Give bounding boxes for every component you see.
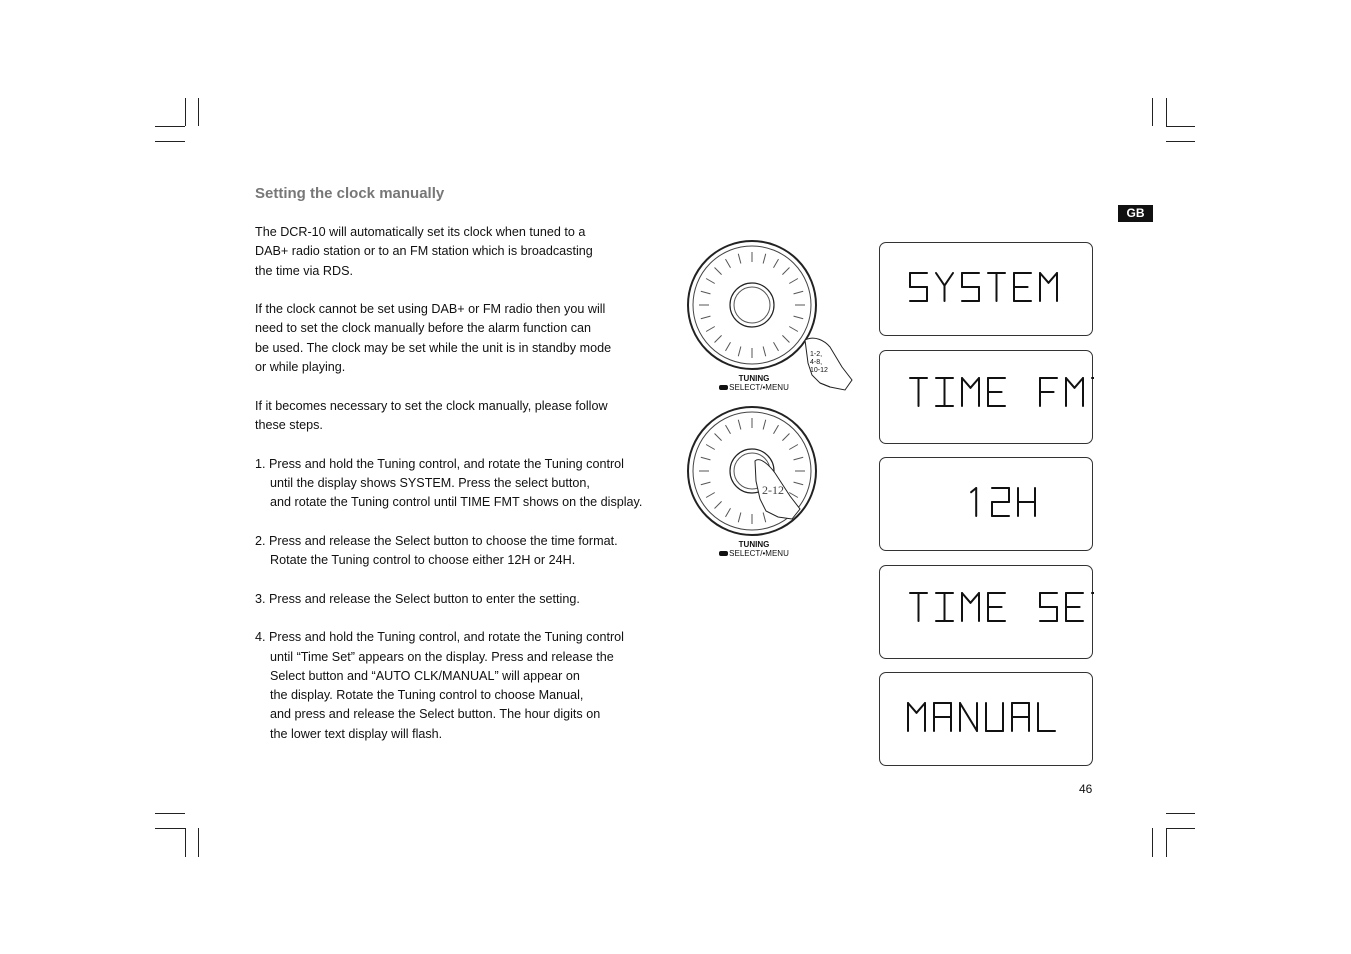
knob-tick (782, 434, 789, 441)
knob-tick (782, 268, 789, 275)
crop-mark (1166, 813, 1195, 814)
knob-tick (782, 335, 789, 342)
callout-text: 1-2, (810, 351, 823, 358)
knob-tick (715, 434, 722, 441)
crop-mark (198, 828, 199, 857)
text-line: or while playing. (255, 360, 346, 375)
knob-tick (726, 425, 731, 434)
text-line: these steps. (255, 417, 323, 432)
knob-tick (706, 279, 715, 284)
select-icon (719, 551, 728, 556)
knob-tick (763, 254, 766, 264)
lcd-character (986, 703, 1003, 731)
page-number: 46 (1079, 782, 1093, 796)
knob-tick (774, 425, 779, 434)
tuning-knob-illustration (680, 235, 860, 395)
knob-tick (738, 347, 741, 357)
knob-tick (715, 268, 722, 275)
lcd-character (988, 593, 1005, 621)
callout-text: 4-8, (810, 359, 823, 366)
lcd-character (1066, 378, 1083, 406)
knob-tick (789, 279, 798, 284)
text-line: until “Time Set” appears on the display. Press and release the (270, 649, 614, 664)
crop-mark (185, 828, 186, 857)
lcd-display (879, 242, 1093, 336)
section-heading: Setting the clock manually (255, 185, 445, 202)
knob-tick (774, 259, 779, 268)
tuning-label: TUNING (738, 540, 770, 549)
lcd-character (960, 703, 977, 731)
lcd-character (936, 593, 953, 621)
text-line: 2. Press and release the Select button to choose the time format. (255, 533, 618, 548)
knob-tick (726, 259, 731, 268)
knob-tick (738, 513, 741, 523)
lcd-character (992, 488, 1009, 516)
callout-text: 10-12 (810, 367, 828, 374)
lcd-display (879, 457, 1093, 551)
text-line: Rotate the Tuning control to choose either 12H or 24H. (270, 553, 576, 568)
intro-paragraph (255, 397, 675, 436)
lcd-character (910, 273, 927, 301)
lcd-character (1040, 273, 1057, 301)
text-line: until the display shows SYSTEM. Press the select button, (270, 475, 590, 490)
text-line: 3. Press and release the Select button to enter the setting. (255, 591, 580, 606)
lcd-character (910, 378, 927, 406)
text-line: and rotate the Tuning control until TIME FMT shows on the display. (270, 495, 643, 510)
lcd-character (988, 273, 1005, 301)
intro-paragraph (255, 300, 675, 377)
knob-tick (706, 327, 715, 332)
lcd-character (936, 378, 953, 406)
crop-mark (155, 126, 185, 127)
instructions-body (255, 223, 675, 763)
knob-tick (715, 501, 722, 508)
text-line: DAB+ radio station or to an FM station which is broadcasting (255, 244, 593, 259)
callout-steps-label (810, 351, 828, 375)
text-line: need to set the clock manually before the alarm function can (255, 321, 592, 336)
language-tab: GB (1118, 205, 1153, 222)
step-2 (255, 532, 675, 571)
lcd-character (971, 488, 976, 516)
callout-text: 2-12 (762, 483, 784, 497)
crop-mark (1166, 828, 1195, 829)
tuning-knob-label (708, 540, 800, 558)
lcd-character (962, 593, 979, 621)
knob-tick (789, 445, 798, 450)
step-3 (255, 590, 675, 609)
lcd-character (1092, 378, 1094, 406)
text-line: 1. Press and hold the Tuning control, and rotate the Tuning control (255, 456, 624, 471)
crop-mark (155, 828, 185, 829)
select-icon (719, 385, 728, 390)
knob-tick (701, 457, 711, 460)
intro-paragraph (255, 223, 675, 281)
lcd-character (936, 273, 953, 301)
text-line: the lower text display will flash. (270, 726, 443, 741)
text-line: Select button and “AUTO CLK/MANUAL” will appear on (270, 668, 580, 683)
text-line: be used. The clock may be set while the unit is in standby mode (255, 340, 612, 355)
knob-tick (763, 347, 766, 357)
lcd-character (1014, 273, 1031, 301)
knob-tick (701, 482, 711, 485)
knob-tick (789, 327, 798, 332)
tuning-knob-illustration (680, 401, 860, 561)
select-menu-label: SELECT/•MENU (729, 383, 789, 392)
knob-tick (794, 482, 804, 485)
lcd-character (988, 378, 1005, 406)
knob-tick (706, 445, 715, 450)
knob-tick (763, 420, 766, 430)
knob-tick (794, 316, 804, 319)
lcd-display (879, 350, 1093, 444)
crop-mark (185, 98, 186, 126)
knob-tick (738, 420, 741, 430)
crop-mark (1166, 141, 1195, 142)
knob-tick (726, 342, 731, 351)
knob-tick (763, 513, 766, 523)
crop-mark (1166, 828, 1167, 857)
callout-steps-label (762, 483, 784, 497)
select-menu-label: SELECT/•MENU (729, 549, 789, 558)
knob-tick (794, 291, 804, 294)
lcd-character (908, 703, 925, 731)
crop-mark (155, 813, 185, 814)
knob-tick (715, 335, 722, 342)
text-line: the display. Rotate the Tuning control to choose Manual, (270, 688, 584, 703)
text-line: The DCR-10 will automatically set its clock when tuned to a (255, 225, 586, 239)
lcd-character (1038, 703, 1055, 731)
knob-tick (706, 493, 715, 498)
knob-tick (726, 508, 731, 517)
tuning-knob-label (708, 374, 800, 392)
crop-mark (1152, 98, 1153, 126)
lcd-display (879, 565, 1093, 659)
lcd-character (910, 593, 927, 621)
lcd-character (1012, 703, 1029, 731)
lcd-character (1018, 488, 1035, 516)
crop-mark (1166, 98, 1167, 126)
text-line: If it becomes necessary to set the clock manually, please follow (255, 398, 608, 413)
lcd-character (1040, 593, 1057, 621)
text-line: If the clock cannot be set using DAB+ or FM radio then you will (255, 302, 606, 317)
knob-tick (701, 291, 711, 294)
lcd-character (934, 703, 951, 731)
lcd-character (962, 378, 979, 406)
knob-tick (794, 457, 804, 460)
lcd-character (1066, 593, 1083, 621)
crop-mark (1152, 828, 1153, 857)
knob-tick (738, 254, 741, 264)
lcd-character (962, 273, 979, 301)
crop-mark (1166, 126, 1195, 127)
lcd-character (1092, 593, 1094, 621)
step-1 (255, 455, 675, 513)
crop-mark (155, 141, 185, 142)
lcd-display (879, 672, 1093, 766)
tuning-label: TUNING (738, 374, 770, 383)
knob-tick (701, 316, 711, 319)
crop-mark (198, 98, 199, 126)
text-line: and press and release the Select button. The hour digits on (270, 707, 601, 722)
text-line: 4. Press and hold the Tuning control, and rotate the Tuning control (255, 630, 624, 645)
step-4 (255, 628, 675, 744)
knob-tick (774, 342, 779, 351)
text-line: the time via RDS. (255, 263, 353, 278)
lcd-character (1040, 378, 1057, 406)
